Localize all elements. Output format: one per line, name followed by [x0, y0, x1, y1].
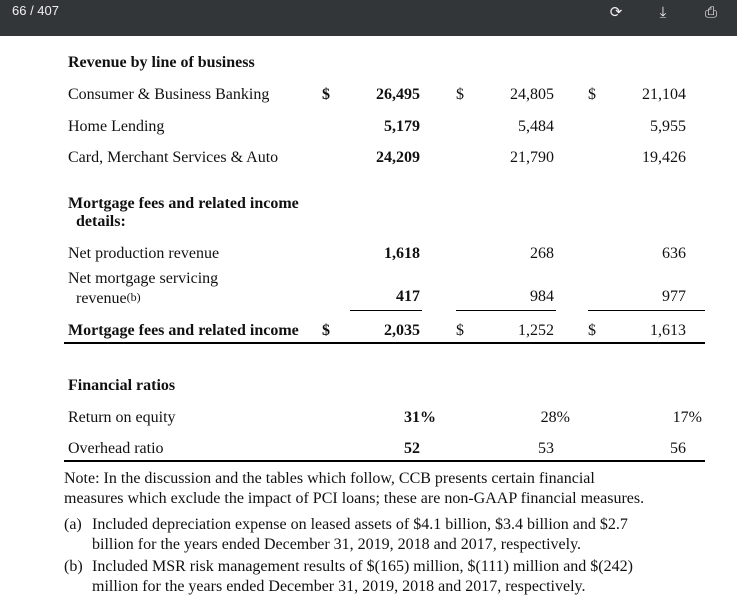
value-2017: 21,104 — [642, 86, 686, 103]
row-label: Mortgage fees and related income — [68, 322, 299, 339]
value-2019: 24,209 — [376, 149, 420, 166]
row-label: Consumer & Business Banking — [68, 86, 270, 103]
value-2019: 5,179 — [384, 118, 420, 135]
revenue-heading: Revenue by line of business — [68, 54, 255, 71]
currency-symbol: $ — [456, 322, 464, 339]
value-2019: 52 — [404, 440, 420, 457]
mortgage-heading-line1: Mortgage fees and related income — [68, 195, 299, 212]
row-label: Return on equity — [68, 409, 176, 426]
currency-symbol: $ — [588, 322, 596, 339]
footnote-text: Included depreciation expense on leased assets of $4.1 billion, $3.4 billion and $2.7 — [92, 516, 628, 533]
value-2017: 1,613 — [650, 322, 686, 339]
table-bottom-rule — [64, 460, 705, 462]
value-2018: 5,484 — [518, 118, 554, 135]
pdf-toolbar — [0, 0, 737, 36]
total-rule — [64, 342, 705, 344]
value-2019: 2,035 — [384, 322, 420, 339]
subtotal-rule — [350, 310, 422, 311]
currency-symbol: $ — [322, 322, 330, 339]
note-line: measures which exclude the impact of PCI loans; these are non-GAAP financial measures. — [64, 490, 645, 507]
value-2018: 984 — [530, 288, 554, 305]
currency-symbol: $ — [322, 86, 330, 103]
footnote-marker: (b) — [64, 558, 83, 575]
row-label: Net production revenue — [68, 245, 220, 262]
subtotal-rule — [456, 310, 556, 311]
footnote-text: million for the years ended December 31, 2019, 2018 and 2017, respectively. — [92, 578, 586, 595]
footnote-text: billion for the years ended December 31, 2019, 2018 and 2017, respectively. — [92, 536, 582, 553]
value-2019: 417 — [396, 288, 420, 305]
row-label-continued — [76, 288, 141, 308]
value-2018: 24,805 — [510, 86, 554, 103]
value-2019: 26,495 — [376, 86, 420, 103]
value-2017: 56 — [670, 440, 686, 457]
row-label-part: revenue — [76, 290, 127, 307]
page-indicator: 66 / 407 — [12, 3, 59, 18]
value-2017: 19,426 — [642, 149, 686, 166]
footnote-marker: (a) — [64, 516, 82, 533]
value-2017: 636 — [662, 245, 686, 262]
row-label: Net mortgage servicing — [68, 270, 219, 287]
note-line: Note: In the discussion and the tables which follow, CCB presents certain financial — [64, 470, 595, 487]
subtotal-rule — [588, 310, 705, 311]
mortgage-heading-line2: details: — [76, 213, 126, 230]
rotate-icon[interactable]: ⟳ — [609, 3, 623, 21]
value-2017: 977 — [662, 288, 686, 305]
download-icon[interactable]: ⤓ — [659, 3, 667, 21]
value-2018: 53 — [538, 440, 554, 457]
footnote-text: Included MSR risk management results of $(165) million, $(111) million and $(242) — [92, 558, 633, 575]
row-label: Card, Merchant Services & Auto — [68, 149, 279, 166]
row-label: Home Lending — [68, 118, 165, 135]
value-2018: 268 — [530, 245, 554, 262]
currency-symbol: $ — [456, 86, 464, 103]
value-2019: 1,618 — [384, 245, 420, 262]
value-2018: 28% — [540, 409, 570, 426]
value-2018: 1,252 — [518, 322, 554, 339]
print-icon[interactable]: ⎙ — [704, 3, 717, 21]
ratios-heading: Financial ratios — [68, 377, 176, 394]
value-2019: 31% — [404, 409, 436, 426]
value-2017: 5,955 — [650, 118, 686, 135]
currency-symbol: $ — [588, 86, 596, 103]
value-2018: 21,790 — [510, 149, 554, 166]
value-2017: 17% — [672, 409, 702, 426]
row-label: Overhead ratio — [68, 440, 164, 457]
footnote-ref[interactable]: (b) — [126, 290, 141, 304]
document-page — [0, 36, 737, 610]
